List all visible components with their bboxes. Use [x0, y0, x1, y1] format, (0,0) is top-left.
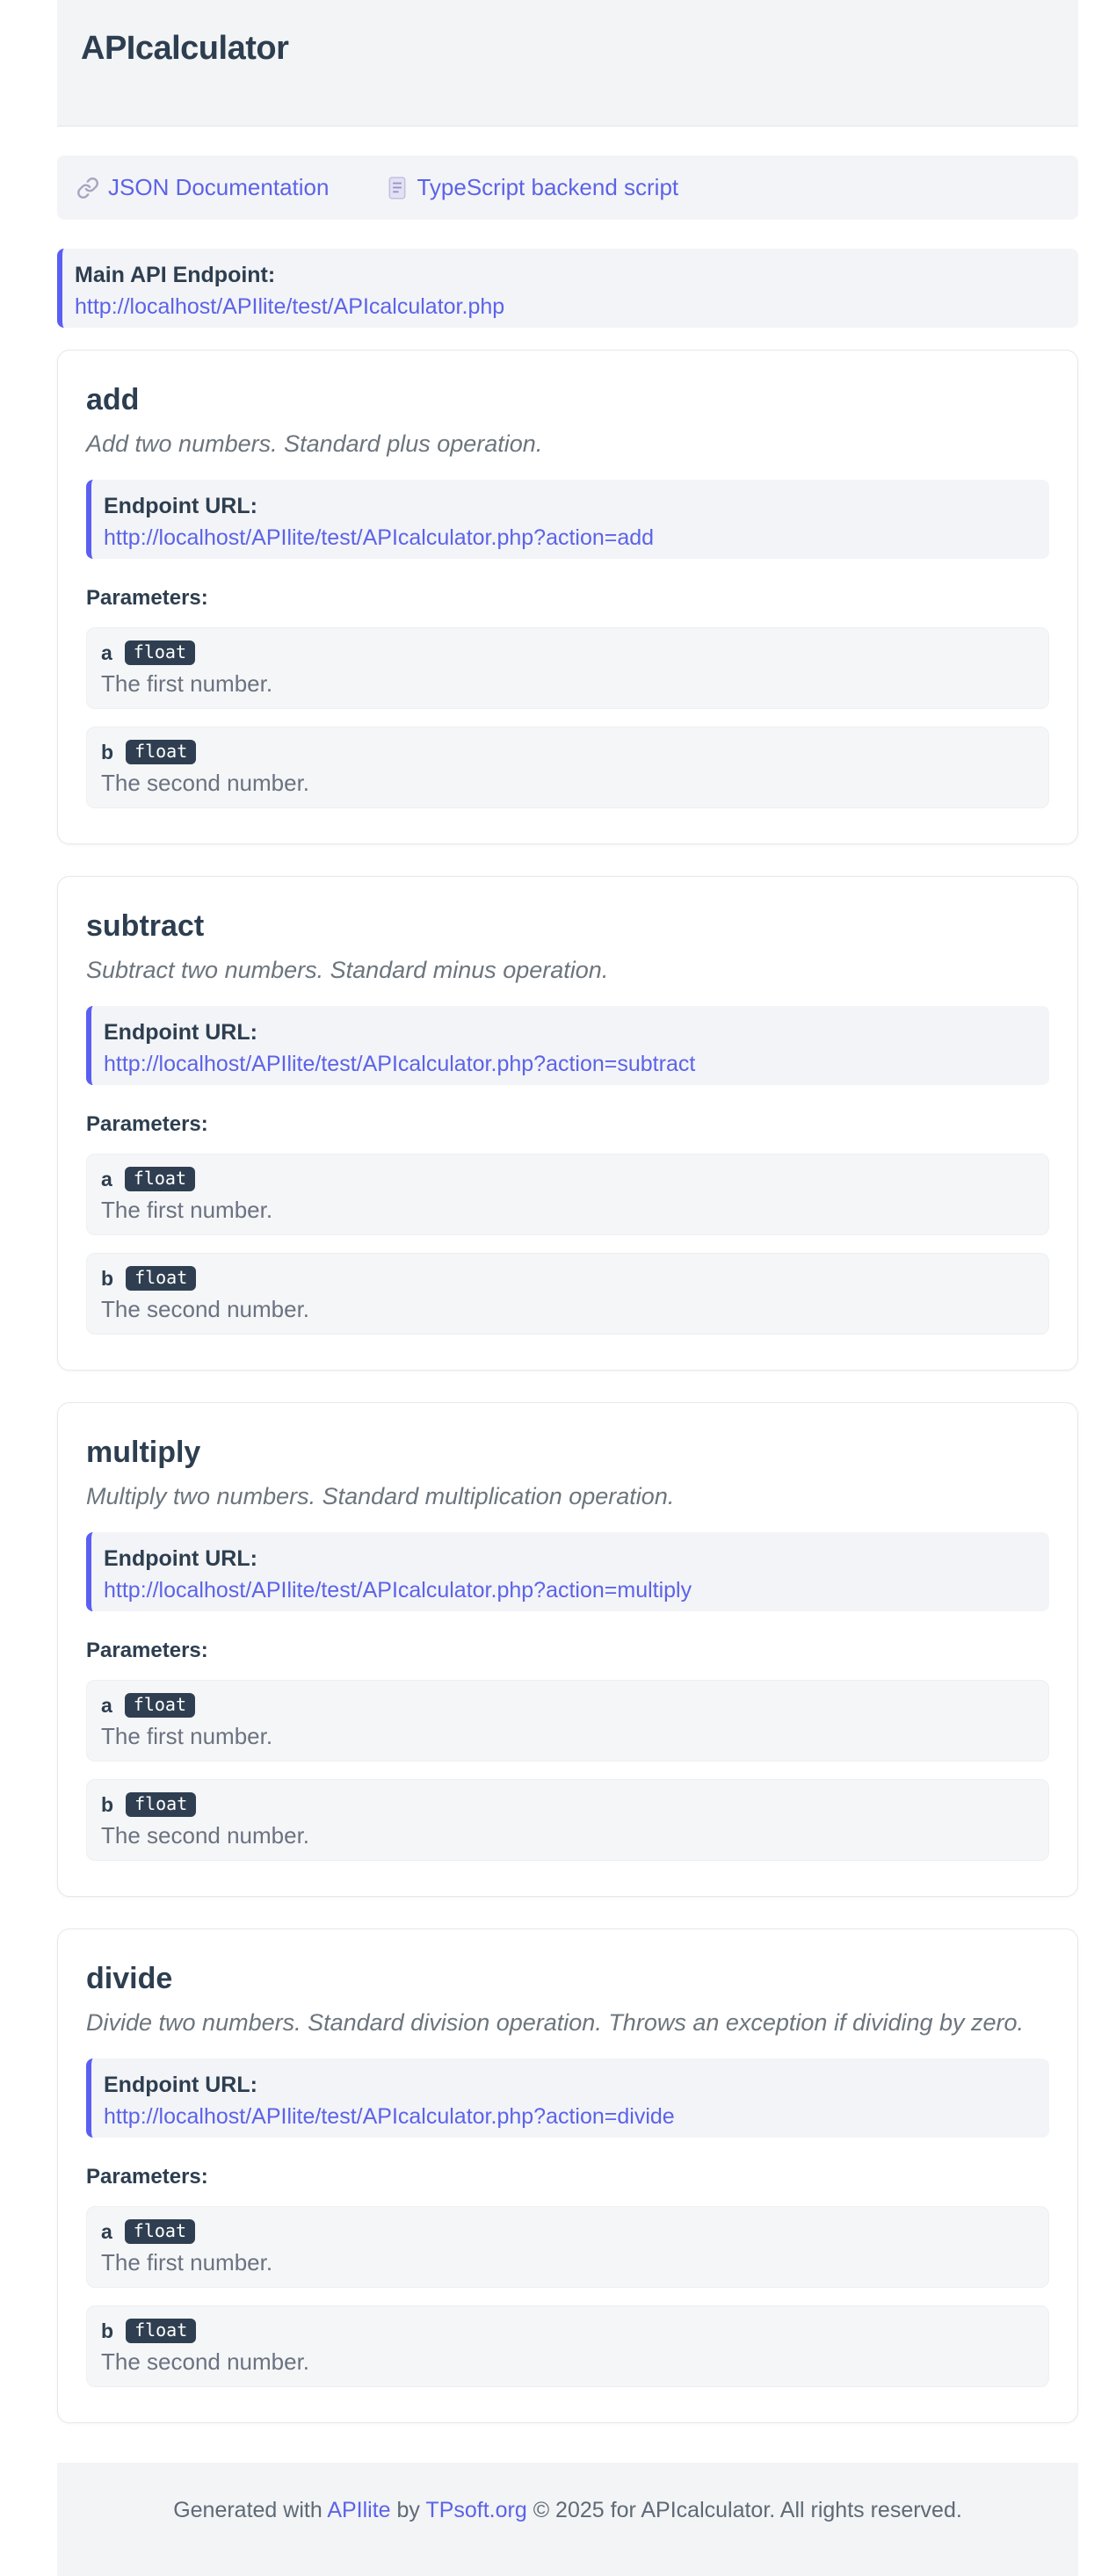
parameter-row [86, 727, 1049, 808]
endpoint-label: Endpoint URL: [104, 2073, 257, 2097]
links-bar [57, 156, 1078, 220]
parameter-description: The second number. [101, 770, 310, 796]
method-description: Subtract two numbers. Standard minus operation. [86, 957, 609, 983]
parameters-heading: Parameters: [86, 2165, 208, 2189]
parameter-description: The second number. [101, 2348, 310, 2375]
parameter-name: a [101, 1693, 112, 1717]
parameter-description: The second number. [101, 1296, 310, 1322]
method-title: subtract [86, 909, 205, 943]
endpoint-url-link[interactable]: http://localhost/APIlite/test/APIcalculator.php?action=add [104, 525, 655, 550]
parameter-description: The first number. [101, 2249, 273, 2276]
parameter-name: a [101, 1167, 112, 1190]
main-endpoint-panel [57, 249, 1078, 328]
parameter-type-badge: float [125, 640, 195, 665]
parameter-type-badge: float [125, 2219, 195, 2244]
method-description: Divide two numbers. Standard division operation. Throws an exception if dividing by zero. [86, 2009, 1025, 2036]
methods-list [57, 350, 1078, 2423]
footer-middle: by [390, 2498, 426, 2522]
footer-link-apilite[interactable]: APIlite [327, 2498, 391, 2522]
link-json-documentation[interactable] [76, 174, 329, 201]
main-endpoint-label: Main API Endpoint: [75, 263, 276, 287]
parameter-description: The second number. [101, 1822, 310, 1849]
endpoint-label: Endpoint URL: [104, 1546, 257, 1571]
link-typescript-backend-script[interactable] [387, 174, 678, 201]
endpoint-panel [86, 1006, 1049, 1085]
endpoint-panel [86, 1532, 1049, 1611]
parameter-type-badge: float [125, 1693, 195, 1718]
page-header [57, 0, 1078, 127]
parameter-row [86, 2305, 1049, 2387]
endpoint-url-link[interactable]: http://localhost/APIlite/test/APIcalculator.php?action=divide [104, 2104, 675, 2129]
page-footer [57, 2463, 1078, 2576]
footer-text [173, 2498, 962, 2522]
method-title: divide [86, 1962, 173, 1995]
endpoint-url-link[interactable]: http://localhost/APIlite/test/APIcalculator.php?action=subtract [104, 1052, 696, 1076]
parameter-name: b [101, 740, 114, 763]
parameter-row [86, 1680, 1049, 1762]
parameter-name: b [101, 1266, 114, 1290]
endpoint-panel [86, 480, 1049, 559]
parameter-name: b [101, 1792, 114, 1816]
method-card-add [57, 350, 1078, 844]
parameter-row [86, 1779, 1049, 1861]
parameter-name: b [101, 2319, 114, 2342]
method-description: Add two numbers. Standard plus operation. [86, 431, 543, 457]
footer-prefix: Generated with [173, 2498, 328, 2522]
parameter-type-badge: float [126, 1266, 196, 1291]
parameters-heading: Parameters: [86, 1639, 208, 1662]
parameter-description: The first number. [101, 1723, 273, 1749]
method-title: add [86, 383, 140, 416]
method-card-subtract [57, 876, 1078, 1371]
link-label: JSON Documentation [108, 174, 330, 200]
page-title: APIcalculator [81, 30, 289, 67]
parameters-heading: Parameters: [86, 1112, 208, 1136]
method-card-divide [57, 1928, 1078, 2423]
parameter-type-badge: float [126, 740, 196, 764]
footer-suffix: © 2025 for APIcalculator. All rights reserved. [526, 2498, 962, 2522]
parameter-description: The first number. [101, 1197, 273, 1223]
parameter-type-badge: float [125, 1167, 195, 1191]
parameter-name: a [101, 2219, 112, 2243]
method-title: multiply [86, 1436, 201, 1469]
parameter-type-badge: float [126, 2319, 196, 2343]
endpoint-label: Endpoint URL: [104, 494, 257, 518]
endpoint-panel [86, 2059, 1049, 2138]
footer-link-tpsoft[interactable]: TPsoft.org [425, 2498, 527, 2522]
parameter-row [86, 1253, 1049, 1335]
parameter-row [86, 627, 1049, 709]
parameter-type-badge: float [126, 1792, 196, 1817]
main-endpoint-url-link[interactable]: http://localhost/APIlite/test/APIcalculator.php [75, 294, 505, 319]
parameter-row [86, 1154, 1049, 1235]
link-icon [76, 177, 99, 199]
method-description: Multiply two numbers. Standard multiplication operation. [86, 1483, 675, 1509]
endpoint-label: Endpoint URL: [104, 1020, 257, 1045]
method-card-multiply [57, 1402, 1078, 1897]
endpoint-url-link[interactable]: http://localhost/APIlite/test/APIcalculator.php?action=multiply [104, 1578, 692, 1603]
link-label: TypeScript backend script [417, 174, 679, 200]
parameters-heading: Parameters: [86, 586, 208, 610]
parameter-name: a [101, 640, 112, 664]
parameter-row [86, 2206, 1049, 2288]
parameter-description: The first number. [101, 670, 273, 697]
document-icon [387, 177, 408, 199]
